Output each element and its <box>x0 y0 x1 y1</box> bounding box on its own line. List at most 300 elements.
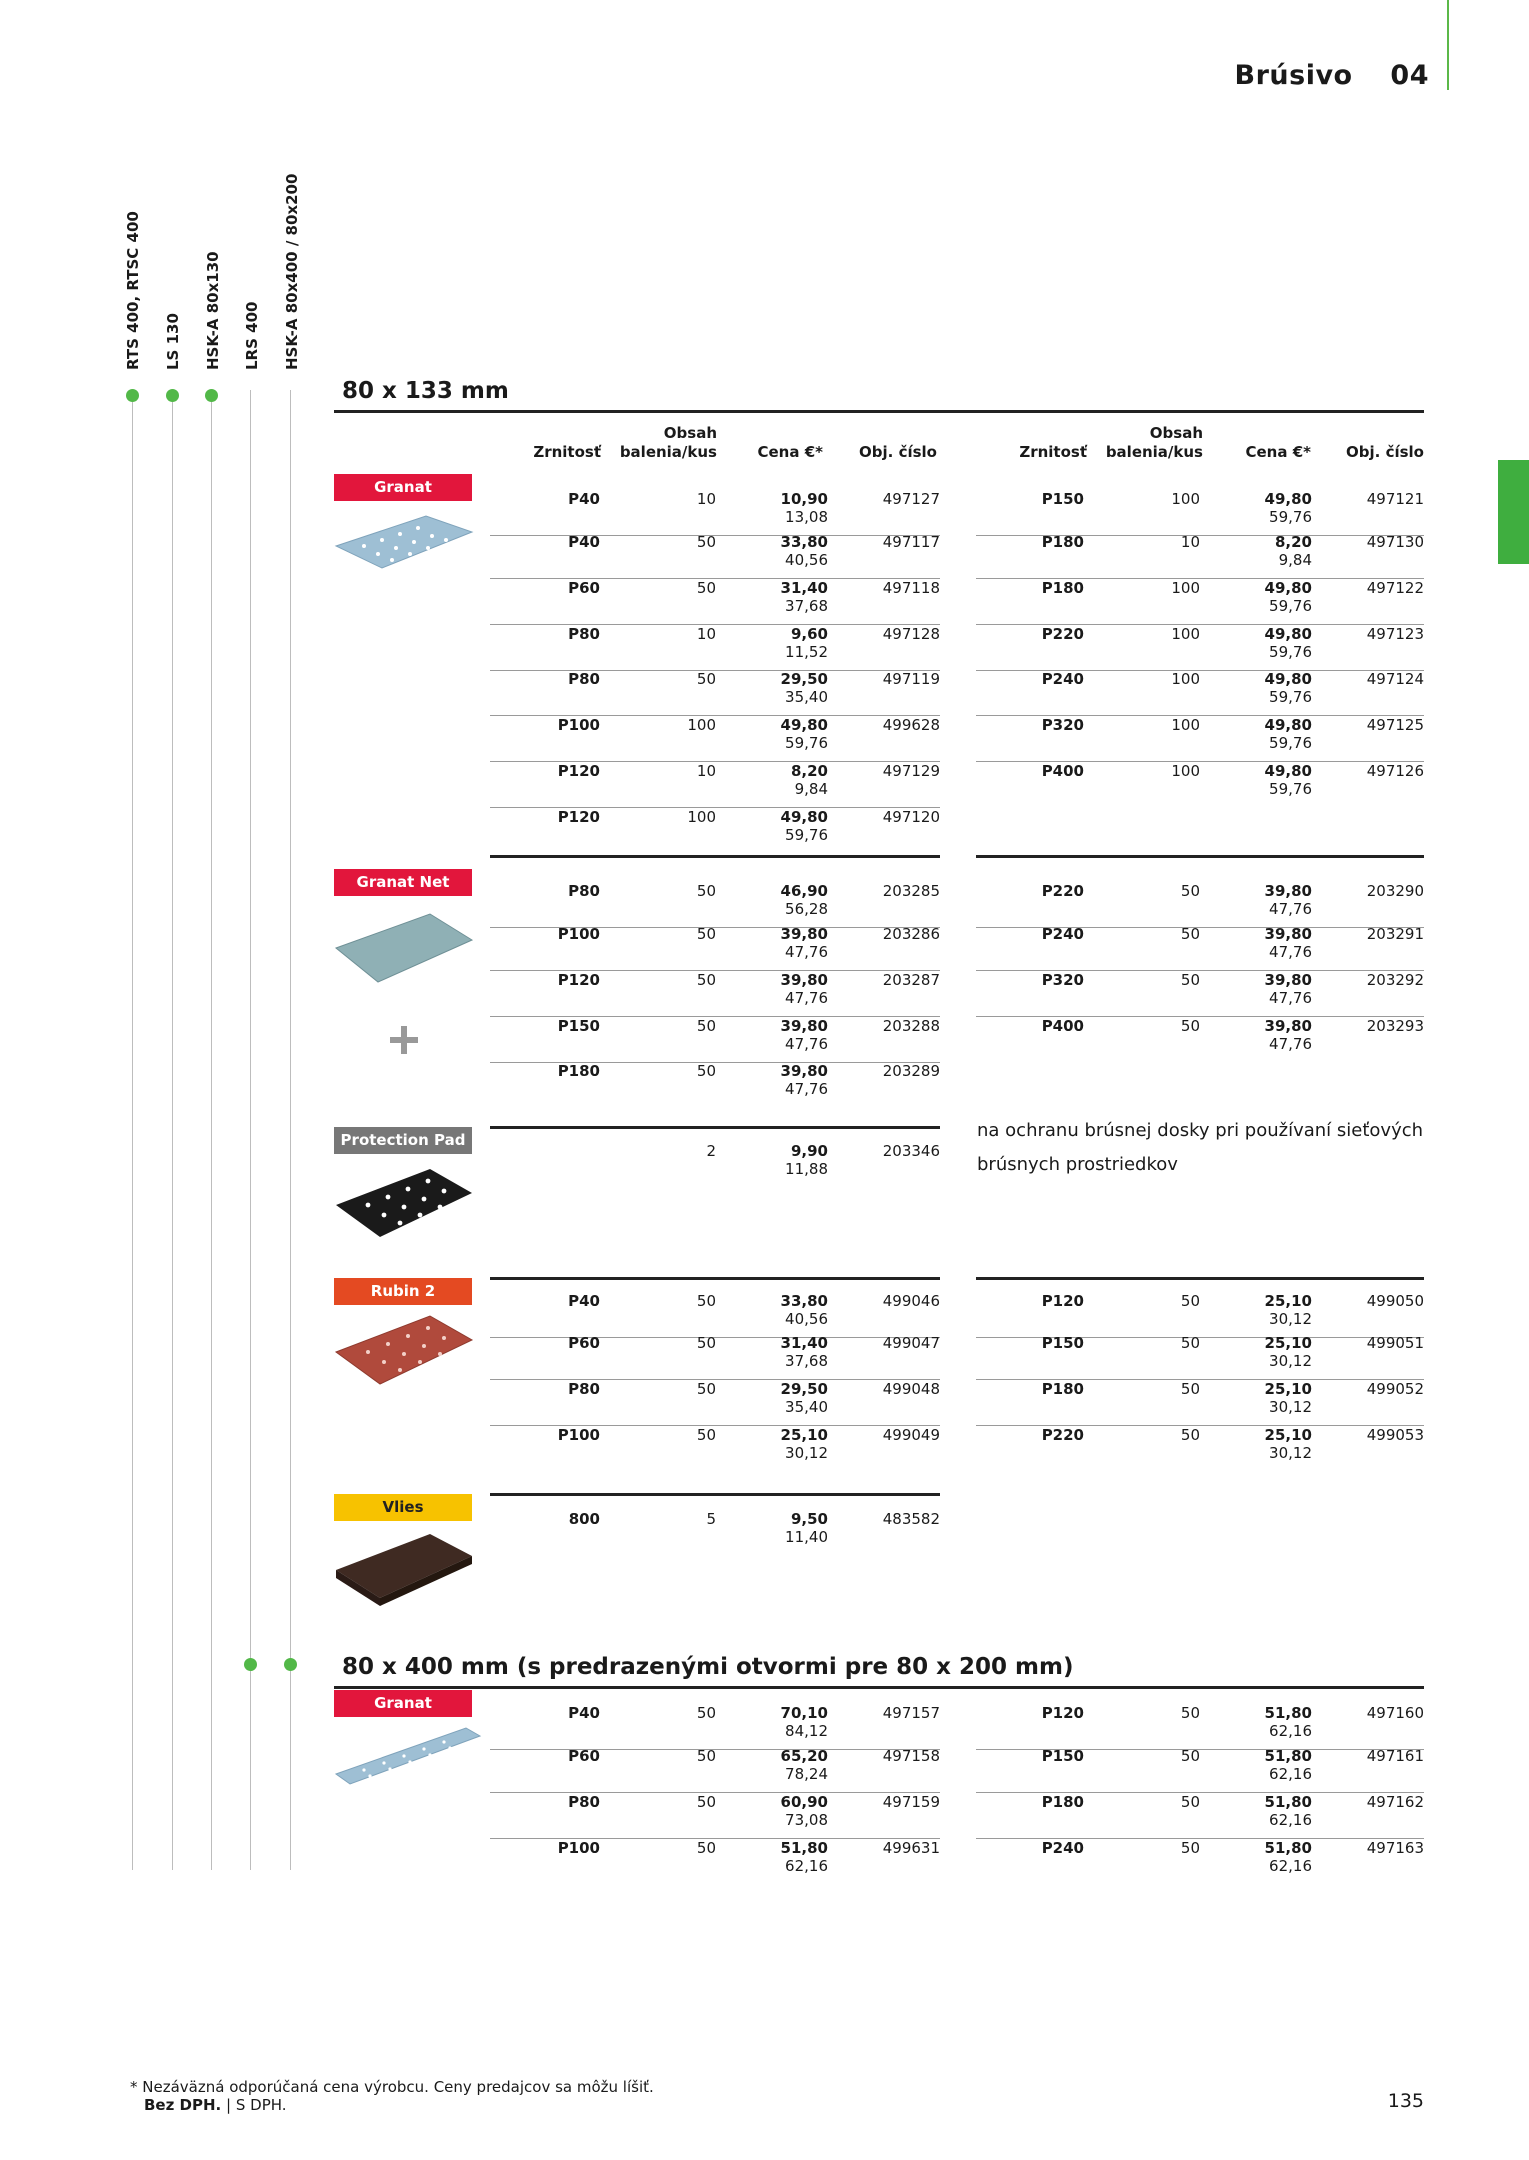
grit-cell: P120 <box>557 808 600 826</box>
protection-pad-image <box>334 1165 474 1240</box>
pack-qty-cell: 10 <box>696 762 716 780</box>
pack-qty-cell: 50 <box>696 882 716 900</box>
pack-qty-cell: 50 <box>1180 971 1200 989</box>
page-number: 135 <box>1387 2090 1424 2112</box>
table-row <box>490 670 940 716</box>
grit-cell: P100 <box>557 1426 600 1444</box>
price-cell <box>781 1292 828 1328</box>
order-number-cell: 497159 <box>882 1793 940 1811</box>
price-cell <box>1265 1017 1312 1053</box>
grit-cell: P150 <box>1041 1334 1084 1352</box>
price-vat: 30,12 <box>1269 1444 1312 1462</box>
grit-cell: P80 <box>568 625 600 643</box>
grit-cell: P120 <box>557 762 600 780</box>
order-number-cell: 497118 <box>882 579 940 597</box>
order-number-cell: 499052 <box>1366 1380 1424 1398</box>
badge-vlies: Vlies <box>334 1494 472 1521</box>
price-net: 39,80 <box>780 971 828 989</box>
compat-label-rts400: RTS 400, RTSC 400 <box>124 211 142 370</box>
order-number-cell: 497162 <box>1366 1793 1424 1811</box>
price-cell <box>1265 579 1312 615</box>
pack-qty-cell: 50 <box>696 971 716 989</box>
table-row <box>490 1510 940 1556</box>
price-cell <box>781 882 828 918</box>
order-number-cell: 203291 <box>1366 925 1424 943</box>
pack-qty-cell: 50 <box>1180 1017 1200 1035</box>
price-net: 33,80 <box>780 1292 828 1310</box>
table-row <box>490 1062 940 1108</box>
badge-rubin2: Rubin 2 <box>334 1278 472 1305</box>
price-vat: 47,76 <box>1269 900 1312 918</box>
price-cell <box>1265 1747 1312 1783</box>
table-row <box>976 1292 1424 1338</box>
price-net: 49,80 <box>1264 716 1312 734</box>
price-cell <box>1265 1793 1312 1829</box>
pack-qty-cell: 50 <box>696 1017 716 1035</box>
protection-pad-note: na ochranu brúsnej dosky pri používaní sieťových brúsnych prostriedkov <box>977 1120 1424 1175</box>
price-vat: 62,16 <box>1269 1857 1312 1875</box>
price-vat: 11,52 <box>785 643 828 661</box>
order-number-cell: 499053 <box>1366 1426 1424 1444</box>
price-cell <box>791 762 828 798</box>
section-rule <box>334 1686 1424 1689</box>
order-number-cell: 203288 <box>882 1017 940 1035</box>
grit-cell: P120 <box>557 971 600 989</box>
compat-label-hska80x400: HSK-A 80x400 / 80x200 <box>283 173 301 370</box>
price-vat: 35,40 <box>785 688 828 706</box>
price-vat: 47,76 <box>1269 1035 1312 1053</box>
table-row <box>976 882 1424 928</box>
grit-cell: P180 <box>1041 533 1084 551</box>
grit-cell: P80 <box>568 1793 600 1811</box>
table-row <box>490 533 940 579</box>
price-net: 9,90 <box>790 1142 828 1160</box>
table-row <box>976 1747 1424 1793</box>
price-net: 70,10 <box>780 1704 828 1722</box>
price-vat: 59,76 <box>1269 780 1312 798</box>
table-row <box>976 1426 1424 1472</box>
pack-qty-cell: 50 <box>1180 1380 1200 1398</box>
table-row <box>490 971 940 1017</box>
order-number-cell: 499049 <box>882 1426 940 1444</box>
pack-qty-cell: 100 <box>1171 490 1200 508</box>
grit-cell: P220 <box>1041 1426 1084 1444</box>
chapter-side-tab <box>1498 460 1529 564</box>
price-cell <box>1265 1334 1312 1370</box>
price-net: 49,80 <box>1264 762 1312 780</box>
pack-qty-cell: 50 <box>696 1704 716 1722</box>
order-number-cell: 497127 <box>882 490 940 508</box>
price-net: 51,80 <box>780 1839 828 1857</box>
order-number-cell: 497120 <box>882 808 940 826</box>
compat-dot <box>126 389 139 402</box>
footer-note <box>130 2078 654 2114</box>
price-cell <box>781 925 828 961</box>
grit-cell: P120 <box>1041 1292 1084 1310</box>
compat-line-5 <box>290 390 291 1870</box>
order-number-cell: 483582 <box>882 1510 940 1528</box>
pack-qty-cell: 50 <box>696 1292 716 1310</box>
price-net: 51,80 <box>1264 1839 1312 1857</box>
compat-line-1 <box>132 402 133 1870</box>
table-row <box>490 1334 940 1380</box>
grit-cell: P240 <box>1041 1839 1084 1857</box>
grit-cell: P40 <box>568 1704 600 1722</box>
order-number-cell: 497122 <box>1366 579 1424 597</box>
order-number-cell: 497130 <box>1366 533 1424 551</box>
price-vat: 13,08 <box>785 508 828 526</box>
grit-cell: P150 <box>1041 1747 1084 1765</box>
price-cell <box>1265 670 1312 706</box>
pack-qty-cell: 10 <box>696 625 716 643</box>
price-vat: 30,12 <box>785 1444 828 1462</box>
price-cell <box>1265 1380 1312 1416</box>
compat-dot <box>244 1658 257 1671</box>
price-vat: 30,12 <box>1269 1310 1312 1328</box>
table-row <box>976 1839 1424 1885</box>
pack-qty-cell: 5 <box>706 1510 716 1528</box>
order-number-cell: 203289 <box>882 1062 940 1080</box>
price-net: 39,80 <box>780 925 828 943</box>
compat-line-3 <box>211 402 212 1870</box>
price-cell <box>781 1747 828 1783</box>
price-net: 39,80 <box>1264 882 1312 900</box>
table-row <box>490 808 940 854</box>
price-vat: 37,68 <box>785 597 828 615</box>
order-number-cell: 497121 <box>1366 490 1424 508</box>
price-net: 31,40 <box>780 579 828 597</box>
pack-qty-cell: 100 <box>1171 670 1200 688</box>
price-vat: 47,76 <box>1269 989 1312 1007</box>
price-cell <box>1265 1839 1312 1875</box>
group-rule <box>976 855 1424 858</box>
price-cell <box>1265 882 1312 918</box>
order-number-cell: 499048 <box>882 1380 940 1398</box>
pack-qty-cell: 50 <box>696 1062 716 1080</box>
price-vat: 73,08 <box>785 1811 828 1829</box>
pack-qty-cell: 2 <box>706 1142 716 1160</box>
order-number-cell: 497119 <box>882 670 940 688</box>
pack-qty-cell: 50 <box>696 1793 716 1811</box>
grit-cell: P60 <box>568 579 600 597</box>
price-cell <box>781 1704 828 1740</box>
price-vat: 9,84 <box>794 780 828 798</box>
table-row <box>490 1704 940 1750</box>
price-vat: 35,40 <box>785 1398 828 1416</box>
order-number-cell: 203292 <box>1366 971 1424 989</box>
pack-qty-cell: 100 <box>1171 762 1200 780</box>
price-net: 9,60 <box>790 625 828 643</box>
order-number-cell: 497160 <box>1366 1704 1424 1722</box>
order-number-cell: 499050 <box>1366 1292 1424 1310</box>
table-row <box>490 1747 940 1793</box>
pack-qty-cell: 100 <box>1171 716 1200 734</box>
rubin2-sheet-image <box>334 1312 474 1387</box>
table-row <box>490 1142 940 1188</box>
pack-qty-cell: 50 <box>1180 925 1200 943</box>
pack-qty-cell: 50 <box>1180 1334 1200 1352</box>
grit-cell: P220 <box>1041 882 1084 900</box>
price-cell <box>781 670 828 706</box>
col-header-pack: Obsah balenia/kus <box>619 424 717 461</box>
price-vat: 59,76 <box>785 826 828 844</box>
page-header <box>1235 60 1429 91</box>
table-row <box>490 1380 940 1426</box>
order-number-cell: 499051 <box>1366 1334 1424 1352</box>
price-cell <box>1265 1704 1312 1740</box>
order-number-cell: 499047 <box>882 1334 940 1352</box>
price-cell <box>1265 625 1312 661</box>
table-row <box>490 882 940 928</box>
price-vat: 47,76 <box>1269 943 1312 961</box>
price-cell <box>781 1793 828 1829</box>
badge-protection-pad: Protection Pad <box>334 1127 472 1154</box>
grit-cell: P80 <box>568 882 600 900</box>
price-cell <box>781 1017 828 1053</box>
grit-cell: P240 <box>1041 925 1084 943</box>
order-number-cell: 203287 <box>882 971 940 989</box>
price-net: 25,10 <box>1264 1334 1312 1352</box>
pack-qty-cell: 50 <box>1180 1793 1200 1811</box>
grit-cell: P240 <box>1041 670 1084 688</box>
price-vat: 47,76 <box>785 1035 828 1053</box>
compat-dot <box>205 389 218 402</box>
price-cell <box>1265 1426 1312 1462</box>
grit-cell: P60 <box>568 1747 600 1765</box>
order-number-cell: 203346 <box>882 1142 940 1160</box>
grit-cell: P180 <box>1041 1793 1084 1811</box>
price-net: 25,10 <box>780 1426 828 1444</box>
table-row <box>976 762 1424 808</box>
price-net: 25,10 <box>1264 1426 1312 1444</box>
price-cell <box>781 808 828 844</box>
granat-sheet-image <box>334 510 474 574</box>
price-net: 46,90 <box>780 882 828 900</box>
price-net: 49,80 <box>780 716 828 734</box>
price-cell <box>781 1839 828 1875</box>
granat-strip-image <box>334 1722 484 1790</box>
pack-qty-cell: 50 <box>696 925 716 943</box>
price-cell <box>781 1380 828 1416</box>
grit-cell: P100 <box>557 716 600 734</box>
compat-label-ls130: LS 130 <box>164 313 182 370</box>
price-vat: 59,76 <box>1269 688 1312 706</box>
price-vat: 62,16 <box>785 1857 828 1875</box>
price-vat: 62,16 <box>1269 1811 1312 1829</box>
price-vat: 59,76 <box>1269 734 1312 752</box>
col-header-price: Cena €* <box>757 443 823 461</box>
price-cell <box>781 533 828 569</box>
grit-cell: P220 <box>1041 625 1084 643</box>
table-row <box>976 490 1424 536</box>
table-row <box>490 925 940 971</box>
price-vat: 30,12 <box>1269 1352 1312 1370</box>
order-number-cell: 497128 <box>882 625 940 643</box>
price-net: 31,40 <box>780 1334 828 1352</box>
pack-qty-cell: 100 <box>1171 625 1200 643</box>
price-cell <box>785 1510 828 1546</box>
price-cell <box>1265 762 1312 798</box>
price-cell <box>785 625 828 661</box>
pack-qty-cell: 50 <box>1180 1292 1200 1310</box>
compat-line-4 <box>250 390 251 1870</box>
price-net: 10,90 <box>780 490 828 508</box>
price-net: 60,90 <box>780 1793 828 1811</box>
grit-cell: P180 <box>1041 579 1084 597</box>
pack-qty-cell: 100 <box>687 808 716 826</box>
table-row <box>976 625 1424 671</box>
table-row <box>976 925 1424 971</box>
price-cell <box>781 1334 828 1370</box>
group-rule <box>490 1493 940 1496</box>
order-number-cell: 497129 <box>882 762 940 780</box>
price-cell <box>1265 925 1312 961</box>
table-row <box>976 579 1424 625</box>
col-header-order: Obj. číslo <box>1346 443 1424 461</box>
grit-cell: P80 <box>568 1380 600 1398</box>
compat-line-2 <box>172 402 173 1870</box>
order-number-cell: 497158 <box>882 1747 940 1765</box>
price-cell <box>1265 490 1312 526</box>
table-row <box>490 1839 940 1885</box>
pack-qty-cell: 50 <box>1180 1747 1200 1765</box>
pack-qty-cell: 50 <box>696 670 716 688</box>
pack-qty-cell: 50 <box>1180 882 1200 900</box>
price-vat: 62,16 <box>1269 1722 1312 1740</box>
badge-granat-80x400: Granat <box>334 1690 472 1717</box>
order-number-cell: 203286 <box>882 925 940 943</box>
pack-qty-cell: 50 <box>1180 1426 1200 1444</box>
price-vat: 62,16 <box>1269 1765 1312 1783</box>
price-vat: 59,76 <box>1269 643 1312 661</box>
compat-dot <box>166 389 179 402</box>
pack-qty-cell: 50 <box>696 533 716 551</box>
grit-cell: P80 <box>568 670 600 688</box>
price-cell <box>1265 716 1312 752</box>
grit-cell: P40 <box>568 533 600 551</box>
price-cell <box>1265 1292 1312 1328</box>
grit-cell: P180 <box>557 1062 600 1080</box>
table-row <box>490 1292 940 1338</box>
group-rule <box>490 1277 940 1280</box>
grit-cell: P40 <box>568 1292 600 1310</box>
price-net: 25,10 <box>1264 1380 1312 1398</box>
price-net: 51,80 <box>1264 1747 1312 1765</box>
price-net: 51,80 <box>1264 1704 1312 1722</box>
col-header-price: Cena €* <box>1245 443 1311 461</box>
price-cell <box>1265 971 1312 1007</box>
table-row <box>976 971 1424 1017</box>
grit-cell: P120 <box>1041 1704 1084 1722</box>
price-vat: 59,76 <box>785 734 828 752</box>
table-row <box>976 1793 1424 1839</box>
grit-cell: P320 <box>1041 716 1084 734</box>
price-net: 39,80 <box>1264 971 1312 989</box>
pack-qty-cell: 50 <box>696 1426 716 1444</box>
section-title: 80 x 133 mm <box>342 378 509 404</box>
pack-qty-cell: 50 <box>696 579 716 597</box>
price-cell <box>781 490 828 526</box>
price-vat: 11,40 <box>785 1528 828 1546</box>
price-cell <box>781 716 828 752</box>
grit-cell: P150 <box>557 1017 600 1035</box>
footer-s-dph: | S DPH. <box>221 2096 287 2114</box>
price-net: 29,50 <box>780 1380 828 1398</box>
grit-cell: P180 <box>1041 1380 1084 1398</box>
order-number-cell: 497117 <box>882 533 940 551</box>
price-net: 39,80 <box>1264 1017 1312 1035</box>
price-net: 49,80 <box>780 808 828 826</box>
price-net: 29,50 <box>780 670 828 688</box>
badge-granat-net: Granat Net <box>334 869 472 896</box>
order-number-cell: 203285 <box>882 882 940 900</box>
table-row <box>976 533 1424 579</box>
group-rule <box>490 1126 940 1129</box>
order-number-cell: 499631 <box>882 1839 940 1857</box>
price-vat: 47,76 <box>785 1080 828 1098</box>
price-cell <box>781 579 828 615</box>
price-net: 49,80 <box>1264 490 1312 508</box>
header-accent-line <box>1447 0 1449 90</box>
pack-qty-cell: 50 <box>696 1747 716 1765</box>
order-number-cell: 499628 <box>882 716 940 734</box>
pack-qty-cell: 10 <box>696 490 716 508</box>
price-net: 49,80 <box>1264 579 1312 597</box>
plus-icon <box>386 1022 422 1058</box>
pack-qty-cell: 50 <box>696 1839 716 1857</box>
table-row <box>976 716 1424 762</box>
price-net: 39,80 <box>780 1062 828 1080</box>
order-number-cell: 203293 <box>1366 1017 1424 1035</box>
grit-cell: P150 <box>1041 490 1084 508</box>
grit-cell: P100 <box>557 1839 600 1857</box>
price-cell <box>781 1062 828 1098</box>
table-row <box>490 1017 940 1063</box>
granat-net-image <box>334 910 474 985</box>
grit-cell: P320 <box>1041 971 1084 989</box>
price-vat: 37,68 <box>785 1352 828 1370</box>
price-net: 33,80 <box>780 533 828 551</box>
col-header-grit: Zrnitosť <box>1019 443 1087 461</box>
table-row <box>490 1426 940 1472</box>
order-number-cell: 203290 <box>1366 882 1424 900</box>
grit-cell: P60 <box>568 1334 600 1352</box>
group-rule <box>976 1277 1424 1280</box>
section-title: 80 x 400 mm (s predrazenými otvormi pre 80 x 200 mm) <box>342 1654 1074 1680</box>
price-net: 39,80 <box>780 1017 828 1035</box>
price-net: 39,80 <box>1264 925 1312 943</box>
table-row <box>976 1017 1424 1063</box>
pack-qty-cell: 50 <box>696 1334 716 1352</box>
grit-cell: P100 <box>557 925 600 943</box>
order-number-cell: 497157 <box>882 1704 940 1722</box>
table-row <box>976 1704 1424 1750</box>
price-net: 9,50 <box>790 1510 828 1528</box>
grit-cell: P40 <box>568 490 600 508</box>
badge-granat: Granat <box>334 474 472 501</box>
table-row <box>490 625 940 671</box>
order-number-cell: 497126 <box>1366 762 1424 780</box>
price-vat: 9,84 <box>1278 551 1312 569</box>
price-cell <box>1275 533 1312 569</box>
price-net: 51,80 <box>1264 1793 1312 1811</box>
chapter-number: 04 <box>1390 60 1429 91</box>
footer-disclaimer: * Nezáväzná odporúčaná cena výrobcu. Ceny predajcov sa môžu líšiť. <box>130 2078 654 2096</box>
pack-qty-cell: 50 <box>1180 1839 1200 1857</box>
table-row <box>490 762 940 808</box>
order-number-cell: 497125 <box>1366 716 1424 734</box>
grit-cell: 800 <box>568 1510 600 1528</box>
